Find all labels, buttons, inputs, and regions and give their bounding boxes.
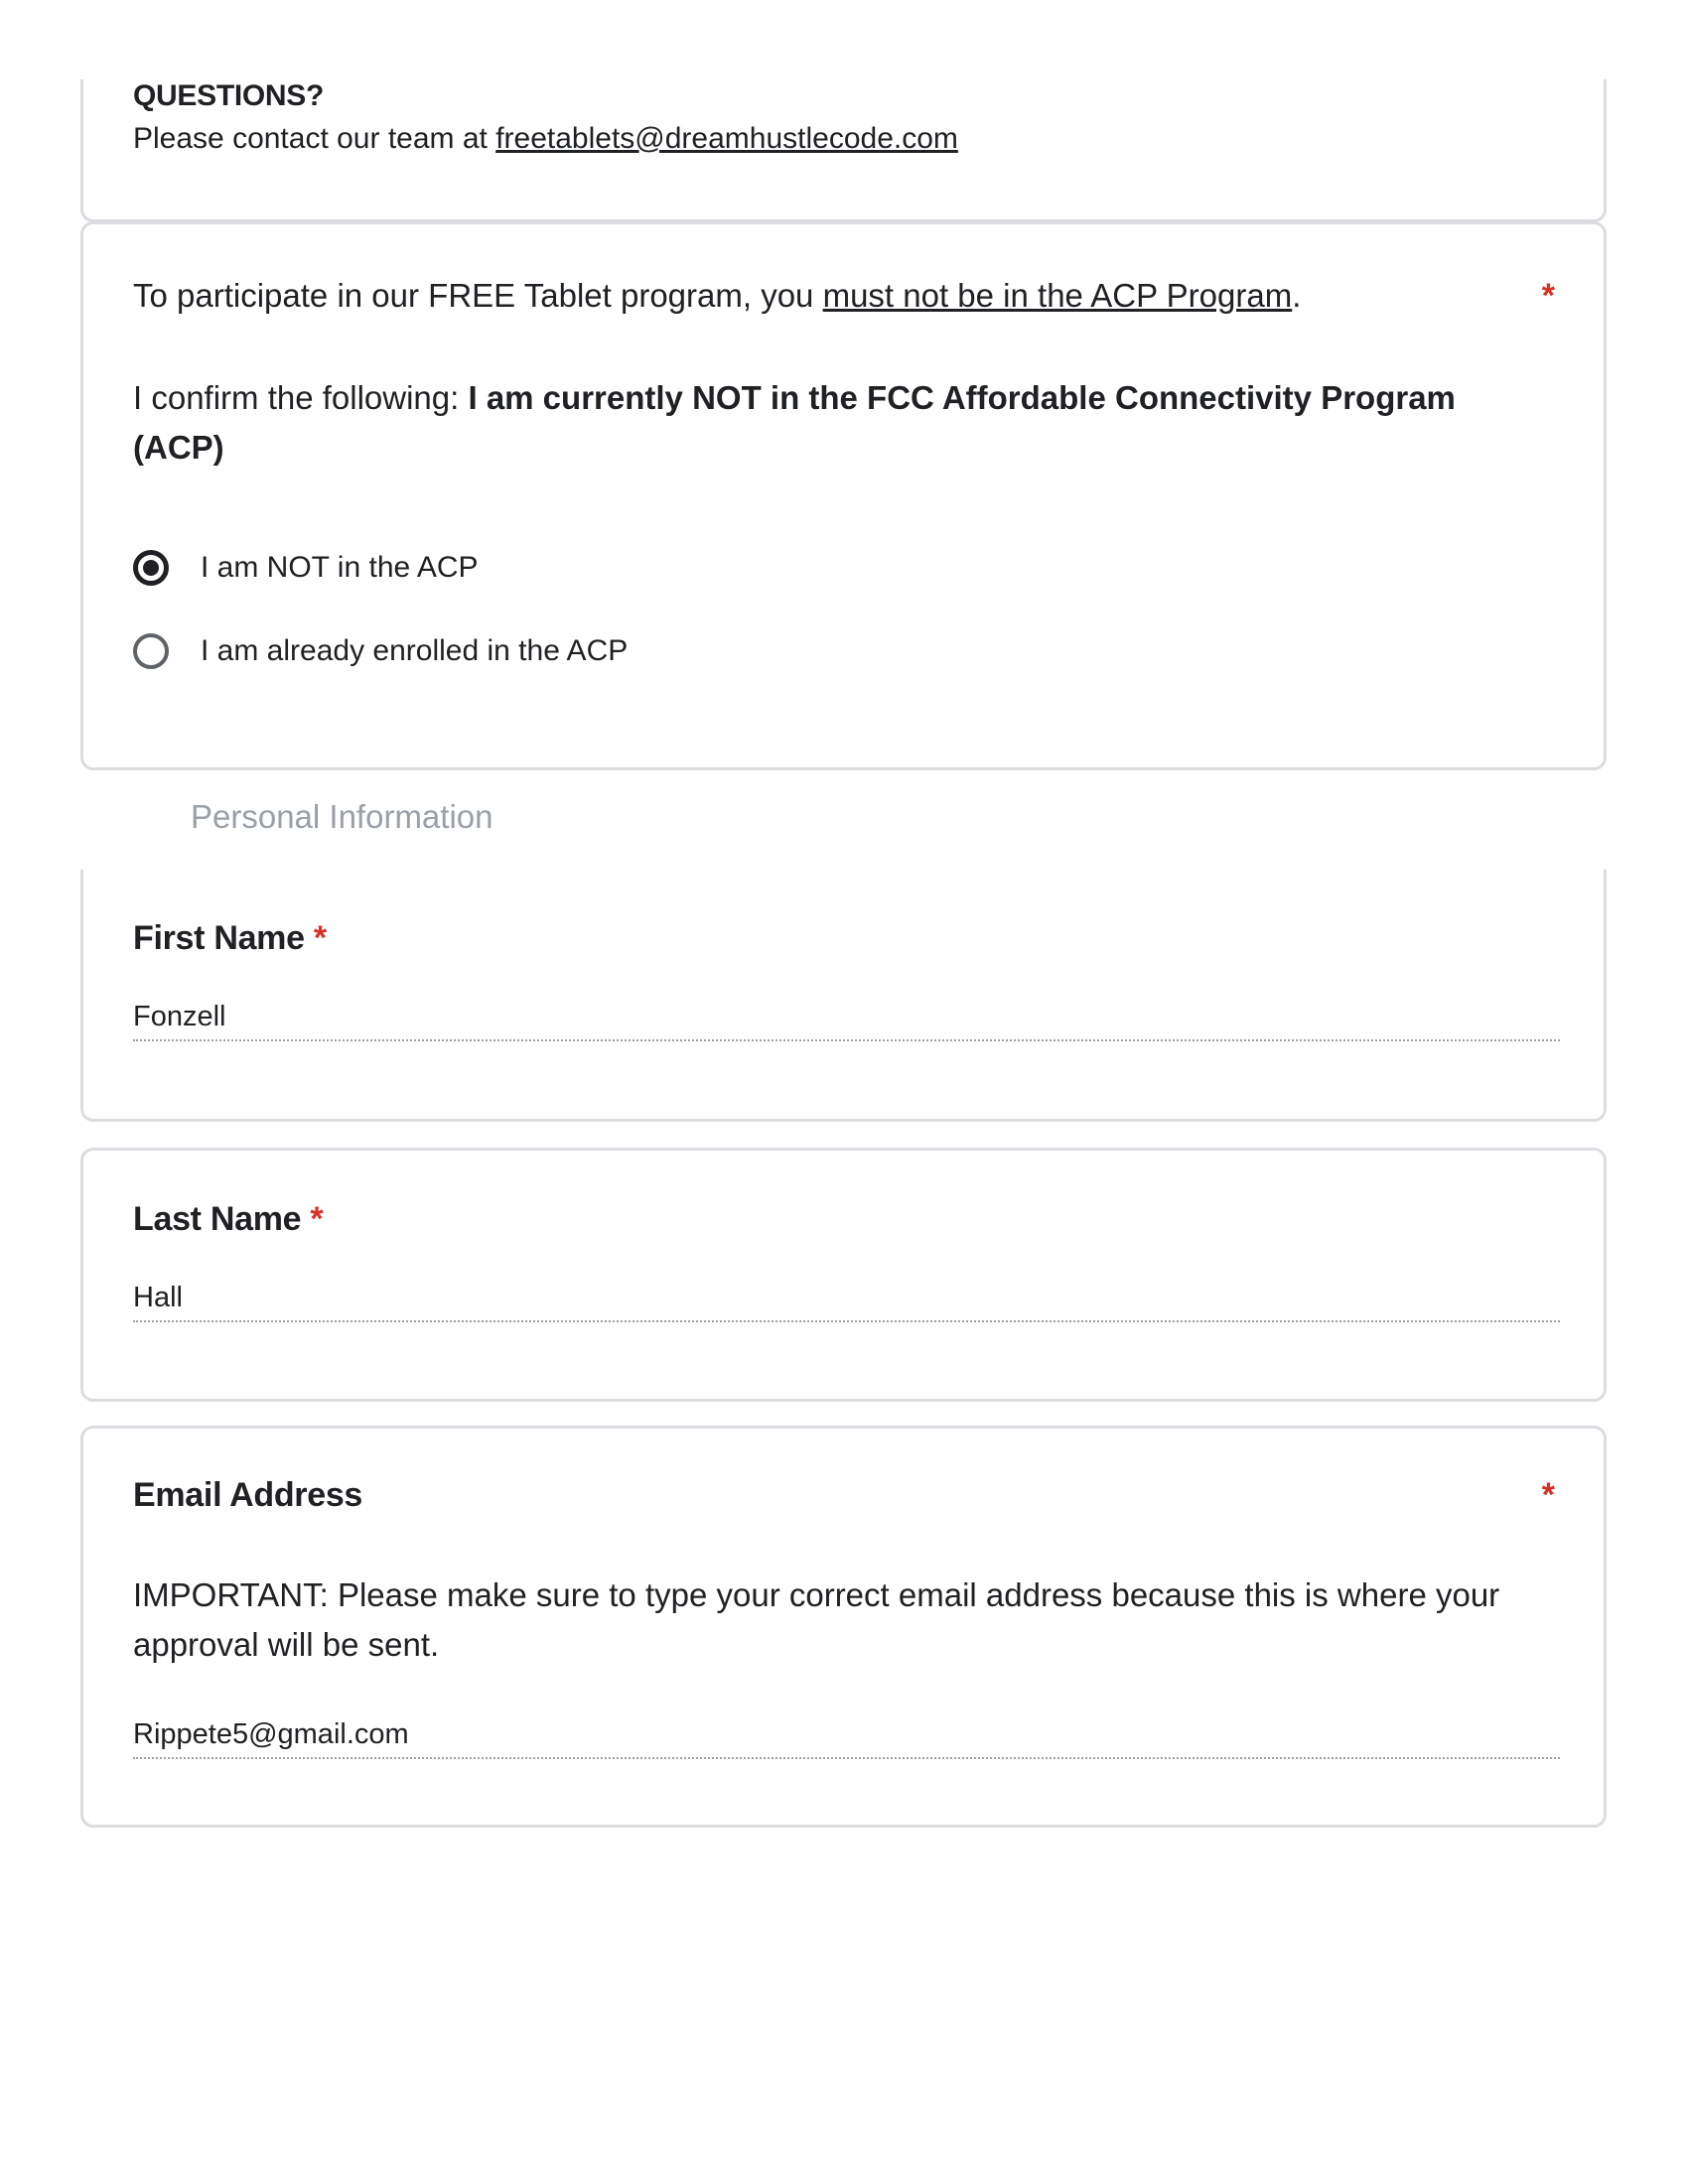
radio-button-checked[interactable] [133,550,169,586]
questions-card [80,79,1607,222]
first-name-label-text: First Name [133,919,305,957]
first-name-label [133,919,327,958]
acp-intro-prefix: To participate in our FREE Tablet program, you [133,277,823,314]
questions-text-prefix: Please contact our team at [133,122,496,155]
last-name-label-text: Last Name [133,1200,302,1238]
required-asterisk: * [310,1200,324,1238]
first-name-input[interactable]: Fonzell [133,1001,1560,1041]
radio-option-already-enrolled[interactable] [133,633,628,669]
radio-button-unchecked[interactable] [133,633,169,669]
email-important-note: IMPORTANT: Please make sure to type your correct email address because this is where your approval will be sent. [133,1576,1500,1663]
radio-option-label: I am NOT in the ACP [201,551,479,584]
acp-intro-text [133,277,1301,315]
email-input[interactable]: Rippete5@gmail.com [133,1718,1560,1759]
email-label: Email Address [133,1476,363,1514]
last-name-card [80,1148,1607,1402]
acp-program-link[interactable]: must not be in the ACP Program [822,277,1293,314]
required-asterisk: * [1541,1476,1555,1514]
acp-confirm-prefix: I confirm the following: [133,379,469,416]
radio-option-label: I am already enrolled in the ACP [201,634,629,667]
acp-confirm-text [133,373,1543,473]
radio-option-not-in-acp[interactable] [133,550,479,586]
required-asterisk: * [313,919,327,957]
required-asterisk: * [1541,277,1555,315]
first-name-card [80,870,1607,1122]
email-card [80,1426,1607,1828]
acp-confirm-statement: I am currently NOT in the FCC Affordable Connectivity Program (ACP) [133,379,1456,466]
questions-heading: QUESTIONS? [133,79,325,112]
acp-intro-suffix: . [1292,277,1302,314]
section-title: Personal Information [191,798,493,835]
acp-question-card [80,221,1607,770]
contact-email-link[interactable]: freetablets@dreamhustlecode.com [495,122,958,155]
last-name-input[interactable]: Hall [133,1282,1560,1322]
last-name-label [133,1200,323,1239]
questions-contact-text [133,122,958,156]
